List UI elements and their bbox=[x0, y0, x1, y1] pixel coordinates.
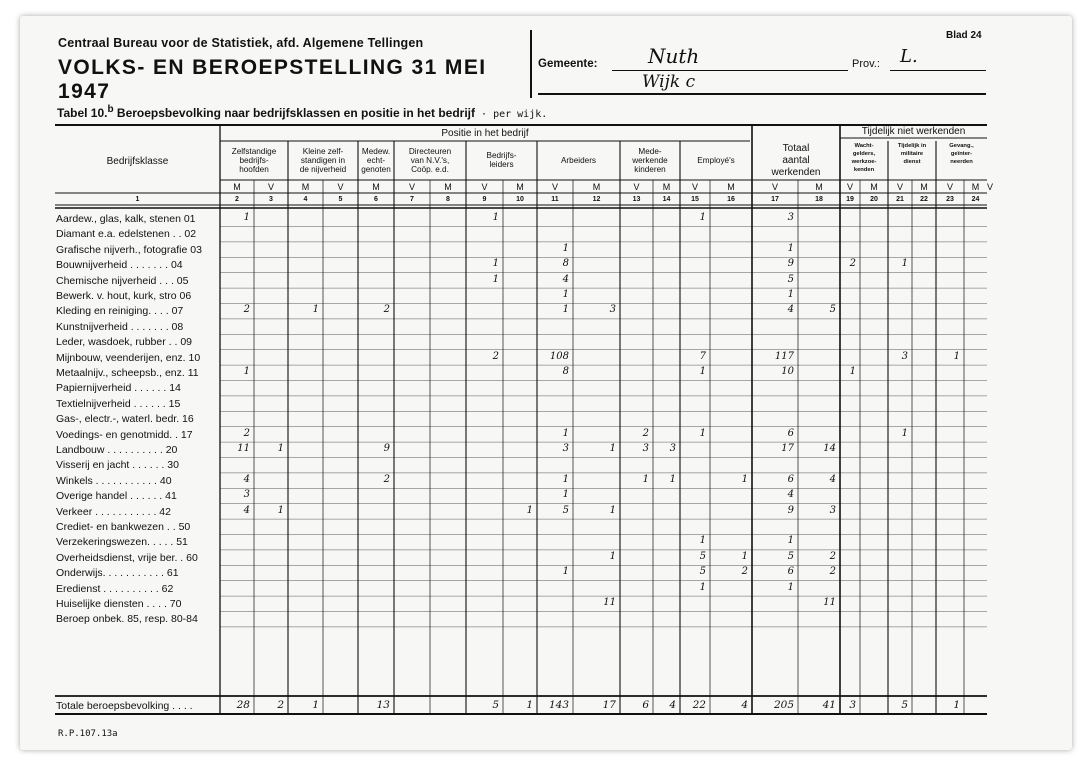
mv-label: V bbox=[691, 182, 698, 192]
cell-value: 4 bbox=[243, 473, 250, 485]
column-number: 10 bbox=[516, 196, 524, 203]
cell-value: 1 bbox=[741, 550, 748, 562]
cell-value: 1 bbox=[243, 212, 250, 223]
row-label: Bouwnijverheid . . . . . . . 04 bbox=[56, 259, 183, 272]
header-group-line: Zelfstandige bbox=[231, 146, 277, 156]
province-label: Prov.: bbox=[852, 58, 880, 70]
header-tijdelijk-line: Gevang., bbox=[949, 143, 974, 149]
header-group-line: Arbeiders bbox=[560, 155, 597, 165]
cell-value: 2 bbox=[383, 304, 390, 316]
cell-value: 5 bbox=[699, 550, 706, 562]
total-value: 143 bbox=[548, 699, 569, 711]
total-value: 13 bbox=[376, 699, 390, 711]
mv-label: V bbox=[987, 182, 994, 192]
cell-value: 11 bbox=[603, 597, 616, 608]
header-group bbox=[466, 151, 537, 169]
header-positie: Positie in het bedrijf bbox=[441, 128, 529, 139]
mv-label: M bbox=[301, 182, 310, 192]
cell-value: 117 bbox=[774, 350, 794, 362]
cell-value: 3 bbox=[609, 304, 616, 316]
cell-value: 1 bbox=[243, 366, 250, 377]
header-group-line: genoten bbox=[361, 164, 391, 174]
header-bedrijfsklasse: Bedrijfsklasse bbox=[106, 156, 169, 167]
total-value: 5 bbox=[901, 699, 908, 711]
cell-value: 1 bbox=[562, 427, 569, 439]
mv-label: M bbox=[662, 182, 671, 192]
row-label: Voedings- en genotmidd. . 17 bbox=[56, 428, 193, 441]
gemeente-handwritten-value: Nuth bbox=[648, 44, 700, 68]
header-group-line: hoofden bbox=[239, 164, 269, 174]
cell-value: 1 bbox=[562, 304, 569, 316]
header-group-line: Bedrijfs- bbox=[486, 151, 517, 160]
header-tijdelijk-group bbox=[840, 142, 888, 174]
total-value: 6 bbox=[642, 699, 649, 711]
header-group-line: Medew. bbox=[361, 146, 391, 156]
header-group-line: de nijverheid bbox=[299, 164, 347, 174]
header-group bbox=[620, 147, 680, 174]
organization-name: Centraal Bureau voor de Statistiek, afd. Algemene Tellingen bbox=[58, 36, 424, 50]
column-number: 4 bbox=[303, 196, 308, 203]
column-number: 3 bbox=[269, 196, 273, 203]
header-tijdelijk-line: werkzoe- bbox=[851, 159, 877, 165]
row-label: Mijnbouw, veenderijen, enz. 10 bbox=[56, 351, 201, 364]
cell-value: 2 bbox=[492, 350, 499, 362]
mv-label: M bbox=[372, 182, 380, 192]
row-label: Bewerk. v. hout, kurk, stro 06 bbox=[56, 290, 192, 302]
column-number: 21 bbox=[896, 196, 904, 203]
cell-value: 1 bbox=[699, 212, 706, 223]
row-label: Huiselijke diensten . . . . 70 bbox=[56, 598, 182, 610]
row-label: Aardew., glas, kalk, stenen 01 bbox=[56, 213, 196, 225]
mv-label: V bbox=[946, 182, 953, 192]
cell-value: 1 bbox=[609, 504, 616, 516]
cell-value: 1 bbox=[492, 212, 499, 223]
column-number: 8 bbox=[446, 196, 450, 203]
header-tijdelijk-line: dienst bbox=[903, 159, 921, 165]
table-title-sub: · per wijk. bbox=[475, 109, 548, 120]
total-value: 1 bbox=[312, 699, 319, 711]
cell-value: 5 bbox=[562, 504, 569, 516]
column-number: 11 bbox=[551, 196, 559, 203]
column-number: 19 bbox=[846, 196, 854, 203]
cell-value: 2 bbox=[829, 566, 836, 578]
header-group-line: standigen in bbox=[300, 155, 346, 165]
row-label: Onderwijs. . . . . . . . . . . 61 bbox=[56, 567, 179, 580]
cell-value: 5 bbox=[829, 304, 836, 316]
column-number: 13 bbox=[632, 196, 641, 203]
total-value: 1 bbox=[526, 699, 533, 711]
cell-value: 1 bbox=[849, 366, 856, 377]
column-number: 18 bbox=[815, 196, 823, 203]
header-group bbox=[394, 147, 466, 174]
cell-value: 8 bbox=[562, 258, 569, 270]
cell-value: 1 bbox=[492, 273, 499, 285]
header-group bbox=[220, 147, 288, 174]
column-number: 6 bbox=[374, 196, 378, 203]
row-label: Winkels . . . . . . . . . . . 40 bbox=[56, 474, 172, 487]
column-number: 15 bbox=[691, 196, 699, 203]
header-tijdelijk-line: geïnter- bbox=[950, 151, 973, 157]
header-tijdelijk-line: militaire bbox=[900, 151, 924, 157]
cell-value: 6 bbox=[787, 566, 794, 578]
row-label: Visserij en jacht . . . . . . 30 bbox=[56, 459, 179, 472]
cell-value: 5 bbox=[787, 550, 794, 562]
column-number: 20 bbox=[870, 196, 878, 203]
mv-label: M bbox=[516, 182, 524, 192]
column-number: 24 bbox=[971, 196, 980, 203]
cell-value: 3 bbox=[787, 212, 794, 223]
cell-value: 2 bbox=[741, 566, 748, 578]
cell-value: 3 bbox=[829, 504, 836, 516]
header-group bbox=[288, 147, 358, 174]
header-group bbox=[358, 147, 394, 174]
cell-value: 3 bbox=[243, 489, 250, 501]
header-tijdelijk-group bbox=[936, 142, 987, 166]
header-group-line: Kleine zelf- bbox=[302, 146, 344, 156]
cell-value: 9 bbox=[383, 443, 390, 454]
cell-value: 1 bbox=[277, 504, 284, 516]
header-tijdelijk-line: kenden bbox=[853, 167, 875, 173]
cell-value: 7 bbox=[699, 350, 706, 362]
mv-label: V bbox=[408, 182, 415, 192]
cell-value: 4 bbox=[562, 273, 569, 285]
cell-value: 108 bbox=[549, 350, 569, 362]
cell-value: 1 bbox=[642, 473, 649, 485]
row-label: Verzekeringswezen. . . . . 51 bbox=[56, 536, 188, 549]
cell-value: 1 bbox=[699, 427, 706, 439]
table-number-sup: b bbox=[107, 104, 114, 115]
total-value: 2 bbox=[277, 699, 284, 711]
header-group-line: Employé's bbox=[697, 155, 735, 165]
cell-value: 1 bbox=[787, 289, 794, 300]
cell-value: 2 bbox=[642, 427, 649, 439]
cell-value: 3 bbox=[562, 443, 569, 454]
total-value: 3 bbox=[849, 699, 856, 711]
form-title: VOLKS- EN BEROEPSTELLING 31 MEI 1947 bbox=[58, 56, 487, 103]
form-code: R.P.107.13a bbox=[58, 729, 118, 739]
cell-value: 5 bbox=[787, 273, 794, 285]
row-label: Kleding en reiniging. . . . 07 bbox=[56, 305, 184, 318]
row-label: Crediet- en bankwezen . . 50 bbox=[56, 521, 191, 533]
total-value: 4 bbox=[741, 699, 748, 711]
cell-value: 2 bbox=[243, 427, 250, 439]
mv-label: V bbox=[846, 182, 853, 192]
row-label: Overheidsdienst, vrije ber. . 60 bbox=[56, 551, 198, 564]
mv-label: M bbox=[815, 182, 823, 192]
cell-value: 1 bbox=[562, 489, 569, 501]
cell-value: 5 bbox=[699, 566, 706, 578]
province-handwritten-value: L. bbox=[900, 46, 918, 67]
total-value: 28 bbox=[236, 699, 250, 711]
header-totaal-line: Totaal bbox=[782, 143, 810, 154]
row-label: Eredienst . . . . . . . . . . 62 bbox=[56, 582, 174, 595]
row-label: Metaalnijv., scheepsb., enz. 11 bbox=[56, 367, 199, 379]
cell-value: 1 bbox=[787, 242, 794, 254]
row-label: Landbouw . . . . . . . . . . 20 bbox=[56, 444, 178, 456]
cell-value: 9 bbox=[787, 258, 794, 270]
cell-value: 1 bbox=[669, 473, 676, 485]
header-tijdelijk-line: Wacht- bbox=[854, 143, 874, 149]
column-number: 16 bbox=[727, 196, 735, 203]
row-label: Diamant e.a. edelstenen . . 02 bbox=[56, 228, 197, 241]
cell-value: 1 bbox=[609, 550, 616, 562]
total-value: 22 bbox=[692, 699, 706, 711]
cell-value: 2 bbox=[243, 304, 250, 316]
column-number: 5 bbox=[338, 196, 343, 203]
header-tijdelijk: Tijdelijk niet werkenden bbox=[861, 126, 966, 137]
header-group-line: Mede- bbox=[638, 146, 662, 156]
cell-value: 1 bbox=[562, 566, 569, 578]
cell-value: 1 bbox=[492, 258, 499, 270]
mv-label: M bbox=[233, 182, 241, 192]
row-label: Verkeer . . . . . . . . . . . 42 bbox=[56, 505, 171, 518]
header-group-line: Directeuren bbox=[408, 146, 452, 156]
cell-value: 1 bbox=[562, 242, 569, 254]
mv-label: V bbox=[267, 182, 274, 192]
column-number: 14 bbox=[662, 196, 671, 203]
row-label: Gas-, electr.-, waterl. bedr. 16 bbox=[56, 413, 194, 426]
mv-label: M bbox=[920, 182, 928, 192]
row-label: Leder, wasdoek, rubber . . 09 bbox=[56, 336, 193, 349]
cell-value: 4 bbox=[829, 473, 836, 485]
total-value: 4 bbox=[669, 699, 676, 711]
cell-value: 11 bbox=[237, 443, 250, 454]
mv-label: M bbox=[971, 182, 980, 192]
cell-value: 1 bbox=[562, 473, 569, 485]
column-number: 7 bbox=[410, 196, 414, 203]
cell-value: 3 bbox=[901, 350, 908, 362]
wijk-handwritten-value: Wijk c bbox=[642, 72, 696, 92]
column-number: 1 bbox=[135, 196, 140, 203]
total-value: 41 bbox=[822, 699, 836, 711]
mv-label: V bbox=[337, 182, 344, 192]
mv-label: M bbox=[444, 182, 452, 192]
cell-value: 3 bbox=[669, 443, 676, 454]
total-value: 17 bbox=[602, 699, 616, 711]
cell-value: 4 bbox=[787, 489, 794, 501]
cell-value: 1 bbox=[787, 581, 794, 593]
table-title-text: Beroepsbevolking naar bedrijfsklassen en positie in het bedrijf bbox=[113, 106, 476, 120]
header-totaal bbox=[752, 143, 840, 179]
header-group-line: kinderen bbox=[634, 164, 666, 174]
header-group-line: echt- bbox=[366, 155, 386, 165]
column-number: 12 bbox=[592, 196, 601, 203]
row-label: Kunstnijverheid . . . . . . . 08 bbox=[56, 320, 184, 333]
header-totaal-line: werkenden bbox=[771, 167, 821, 178]
total-value: 1 bbox=[953, 699, 960, 711]
row-label: Grafische nijverh., fotografie 03 bbox=[56, 243, 202, 256]
cell-value: 1 bbox=[953, 350, 960, 362]
header-group-line: Coöp. e.d. bbox=[411, 164, 449, 174]
column-number: 17 bbox=[771, 196, 779, 203]
row-label: Chemische nijverheid . . . 05 bbox=[56, 274, 189, 287]
column-number: 2 bbox=[235, 196, 239, 203]
row-label: Papiernijverheid . . . . . . 14 bbox=[56, 382, 181, 395]
header-tijdelijk-line: Tijdelijk in bbox=[897, 143, 927, 149]
mv-label: V bbox=[896, 182, 903, 192]
header-group bbox=[537, 156, 620, 165]
header-group-line: van N.V.'s, bbox=[410, 155, 450, 165]
row-label: Textielnijverheid . . . . . . 15 bbox=[56, 397, 181, 410]
column-number: 23 bbox=[946, 196, 954, 203]
column-number: 9 bbox=[482, 196, 487, 203]
page-number: Blad 24 bbox=[946, 30, 982, 41]
cell-value: 6 bbox=[787, 473, 794, 485]
header-tijdelijk-group bbox=[888, 142, 936, 166]
cell-value: 14 bbox=[823, 443, 836, 454]
cell-value: 1 bbox=[741, 473, 748, 485]
cell-value: 11 bbox=[823, 597, 836, 608]
cell-value: 1 bbox=[699, 581, 706, 593]
cell-value: 8 bbox=[562, 366, 569, 377]
cell-value: 2 bbox=[383, 473, 390, 485]
header-tijdelijk-line: neerden bbox=[950, 159, 973, 165]
column-number: 22 bbox=[920, 196, 928, 203]
cell-value: 9 bbox=[787, 504, 794, 516]
header-group bbox=[680, 156, 752, 165]
cell-value: 1 bbox=[901, 427, 908, 439]
cell-value: 1 bbox=[526, 504, 533, 516]
cell-value: 1 bbox=[312, 304, 319, 316]
header-group-line: werkende bbox=[632, 155, 668, 165]
header-tijdelijk-line: gelders, bbox=[852, 151, 876, 157]
cell-value: 2 bbox=[849, 258, 856, 270]
cell-value: 6 bbox=[787, 427, 794, 439]
mv-label: V bbox=[771, 182, 778, 192]
totals-label: Totale beroepsbevolking . . . . bbox=[56, 700, 193, 712]
header-group-line: bedrijfs- bbox=[239, 155, 269, 165]
gemeente-label: Gemeente: bbox=[538, 58, 598, 70]
cell-value: 1 bbox=[901, 258, 908, 270]
mv-label: V bbox=[633, 182, 640, 192]
mv-label: V bbox=[481, 182, 488, 192]
cell-value: 1 bbox=[609, 443, 616, 454]
cell-value: 17 bbox=[781, 443, 794, 454]
total-value: 5 bbox=[492, 699, 499, 711]
cell-value: 4 bbox=[787, 304, 794, 316]
mv-label: M bbox=[870, 182, 878, 192]
header-group-line: leiders bbox=[489, 160, 514, 169]
total-value: 205 bbox=[773, 699, 794, 711]
table-number: Tabel 10. bbox=[57, 106, 108, 120]
cell-value: 1 bbox=[562, 289, 569, 300]
cell-value: 10 bbox=[781, 366, 794, 377]
mv-label: M bbox=[727, 182, 735, 192]
cell-value: 4 bbox=[243, 504, 250, 516]
cell-value: 1 bbox=[277, 443, 284, 454]
cell-value: 1 bbox=[699, 535, 706, 547]
row-label: Overige handel . . . . . . 41 bbox=[56, 490, 177, 503]
mv-label: M bbox=[592, 182, 601, 192]
cell-value: 1 bbox=[699, 366, 706, 377]
cell-value: 3 bbox=[642, 443, 649, 454]
mv-label: V bbox=[551, 182, 558, 192]
cell-value: 2 bbox=[829, 550, 836, 562]
row-label: Beroep onbek. 85, resp. 80-84 bbox=[56, 613, 198, 626]
cell-value: 1 bbox=[787, 535, 794, 547]
header-totaal-line: aantal bbox=[782, 155, 810, 166]
